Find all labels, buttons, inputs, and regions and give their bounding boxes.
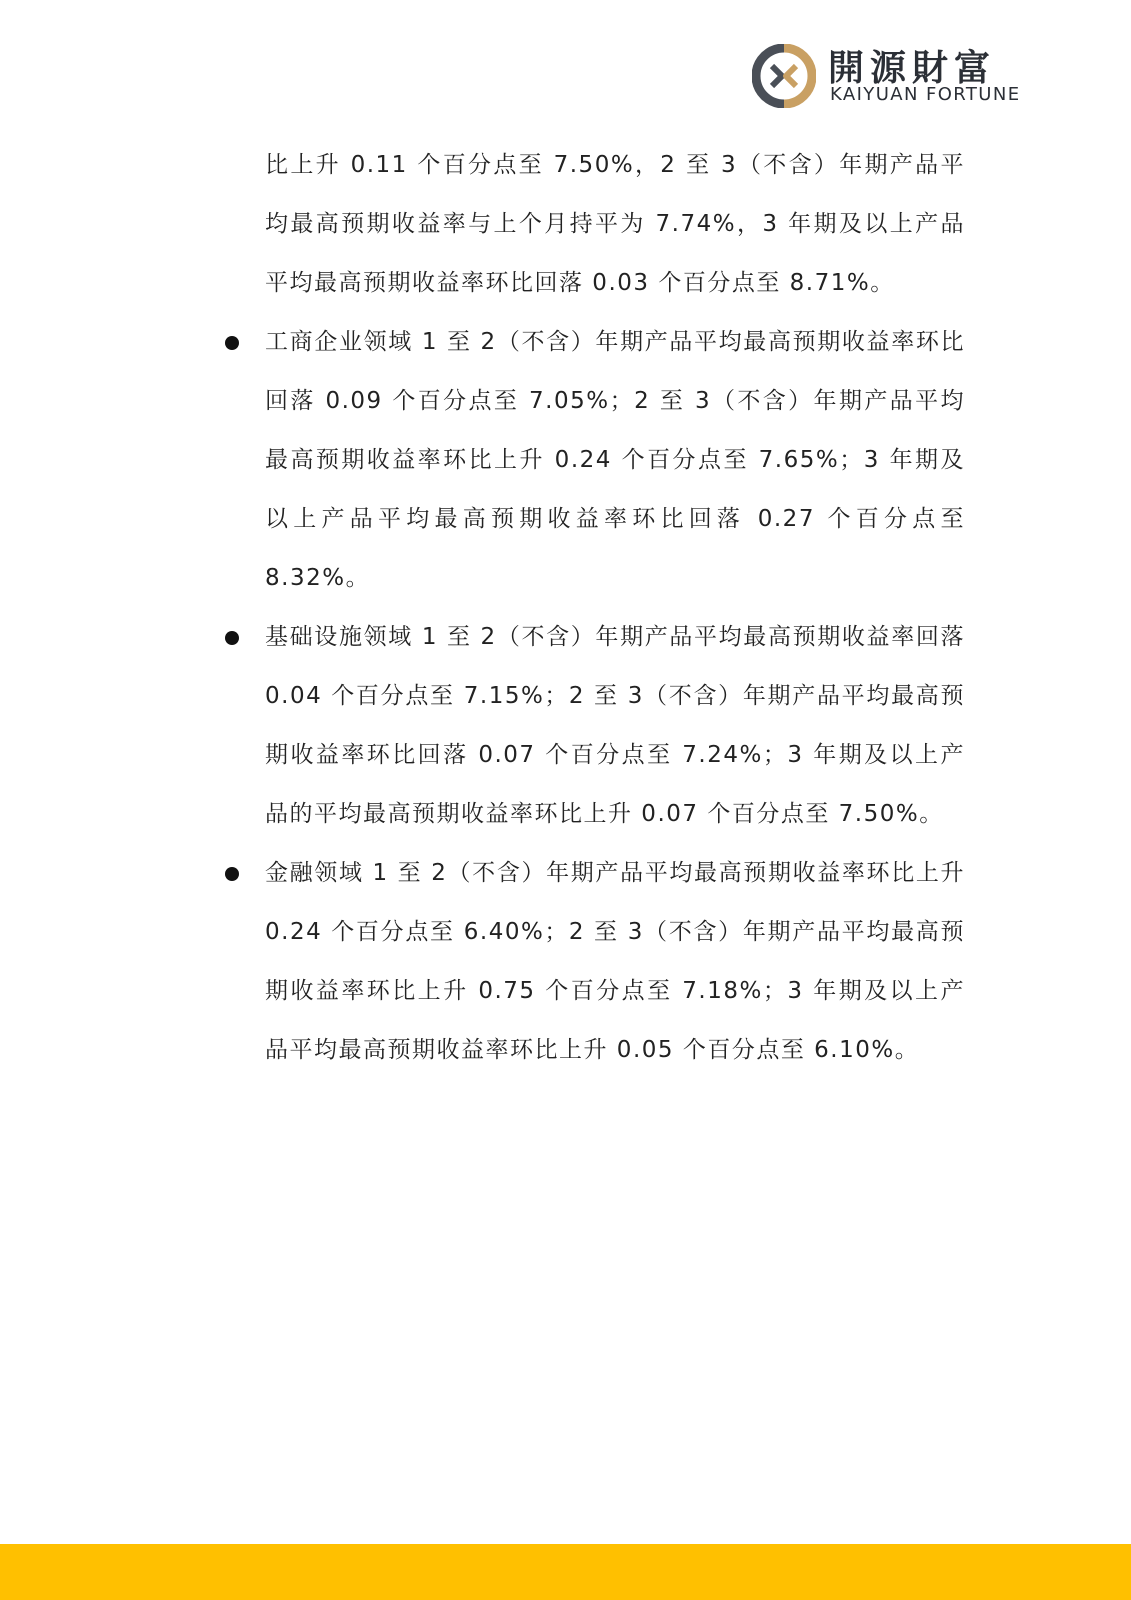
logo-chinese-name: 開源財富	[828, 48, 997, 89]
paragraph-text: 比上升 0.11 个百分点至 7.50%，2 至 3（不含）年期产品平均最高预期收益率与上个月持平为 7.74%，3 年期及以上产品平均最高预期收益率环比回落 0.03 个百分点至 8.71%。	[265, 152, 965, 296]
logo-english-name: KAIYUAN FORTUNE	[830, 84, 1021, 105]
paragraph-text: 基础设施领域 1 至 2（不含）年期产品平均最高预期收益率回落 0.04 个百分点至 7.15%；2 至 3（不含）年期产品平均最高预期收益率环比回落 0.07 个百分点至 7.24%；3 年期及以上产品的平均最高预期收益率环比上升 0.07 个百分点至 7.50%。	[265, 624, 965, 827]
footer-bar	[0, 1544, 1131, 1600]
bullet-item-industrial	[265, 313, 965, 608]
paragraph-text: 工商企业领域 1 至 2（不含）年期产品平均最高预期收益率环比回落 0.09 个百分点至 7.05%；2 至 3（不含）年期产品平均最高预期收益率环比上升 0.24 个百分点至 7.65%；3 年期及以上产品平均最高预期收益率环比回落 0.27 个百分点至 8.32%。	[265, 329, 965, 591]
bullet-item-financial	[265, 844, 965, 1080]
document-body	[265, 136, 965, 1080]
kaiyuan-fortune-logo	[752, 42, 1052, 110]
bullet-icon	[225, 867, 239, 881]
paragraph-continuation	[265, 136, 965, 313]
paragraph-text: 金融领域 1 至 2（不含）年期产品平均最高预期收益率环比上升 0.24 个百分点至 6.40%；2 至 3（不含）年期产品平均最高预期收益率环比上升 0.75 个百分点至 7.18%；3 年期及以上产品平均最高预期收益率环比上升 0.05 个百分点至 6.10%。	[265, 860, 965, 1063]
kaiyuan-logo-icon	[752, 44, 816, 108]
bullet-item-infrastructure	[265, 608, 965, 844]
bullet-icon	[225, 336, 239, 350]
bullet-icon	[225, 631, 239, 645]
